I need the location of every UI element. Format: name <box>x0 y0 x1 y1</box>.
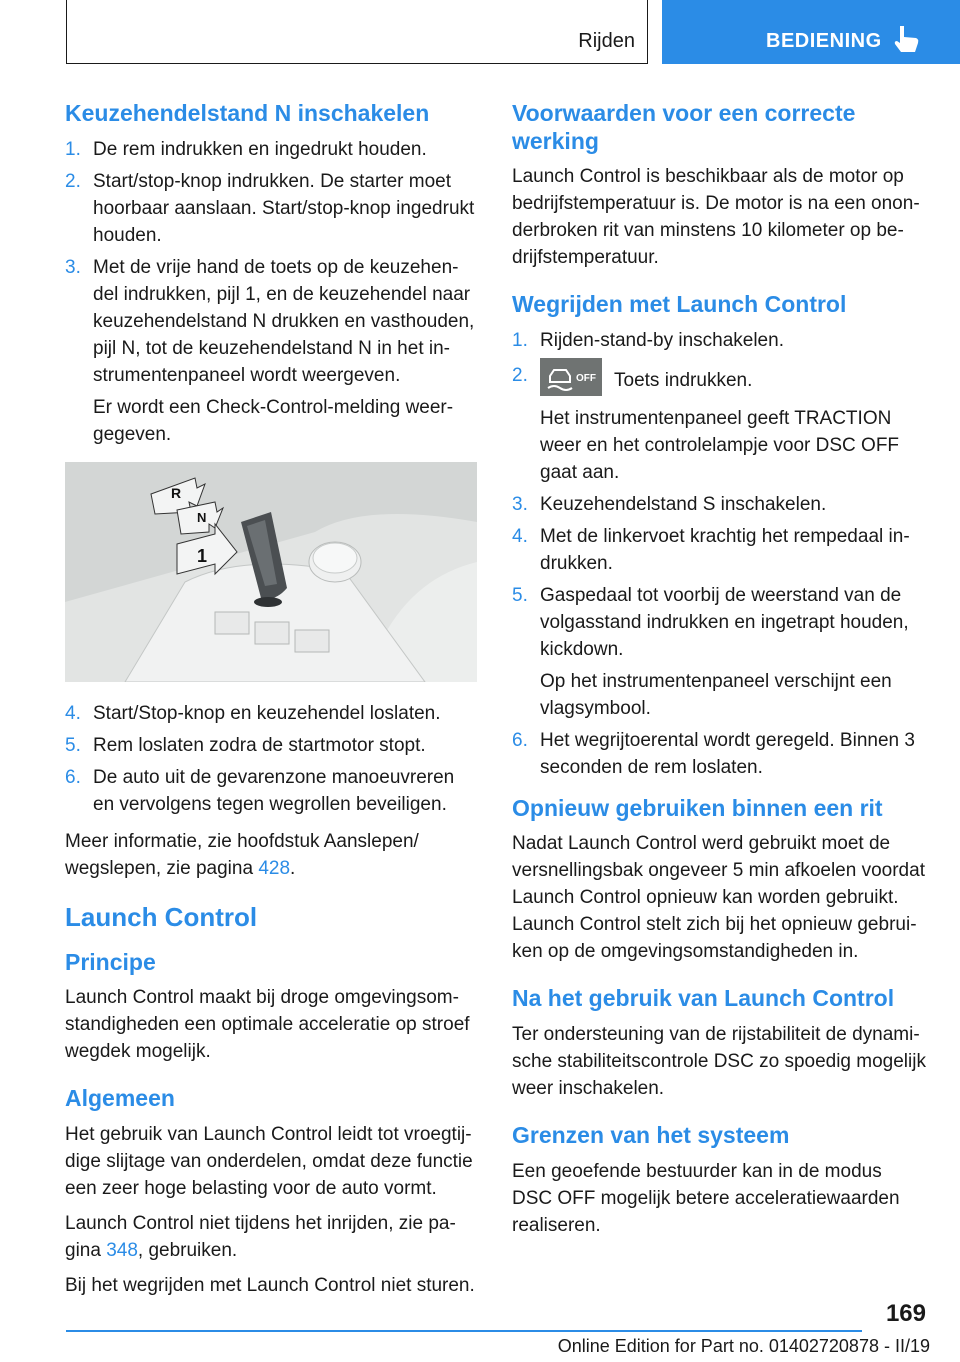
page-link-348[interactable]: 348 <box>106 1239 138 1261</box>
heading-reuse: Opnieuw gebruiken binnen een rit <box>512 794 883 821</box>
heading-principle: Principe <box>65 948 156 975</box>
page-link-428[interactable]: 428 <box>258 857 291 879</box>
general-text-3: Bij het wegrijden met Launch Control niet sturen. <box>65 1274 475 1296</box>
hand-pointer-icon <box>892 24 920 54</box>
header-section-box <box>66 0 648 64</box>
conditions-text: Launch Control is beschikbaar als de motor op bedrijfstemperatuur is. De motor is na een ononderbroken rit van minstens 10 kilometer op bedrijfstemperatuur. <box>512 166 920 269</box>
list-item: 6. De auto uit de gevarenzone manoeuvreren en vervolgens tegen wegrollen beveiligen. <box>65 766 455 815</box>
general-text: Het gebruik van Launch Control leidt tot vroegtijdige slijtage van onderdelen, omdat deze functie een zeer hoge belasting voor de auto vormt. <box>65 1123 473 1199</box>
figure-label-n: N <box>197 509 207 525</box>
principle-text: Launch Control maakt bij droge omgevingsomstandigheden een optimale acceleratie op stroef wegdek mogelijk. <box>65 987 470 1063</box>
heading-neutral: Keuzehendelstand N inschakelen <box>65 100 430 126</box>
header-chapter-label: BEDIENING <box>766 30 882 52</box>
general-text-2: Launch Control niet tijdens het inrijden, zie pagina 348, gebruiken. <box>65 1212 456 1261</box>
steps-drive-off <box>512 327 926 781</box>
limits-text: Een geoefende bestuurder kan in de modus DSC OFF mogelijk betere acceleratiewaarden realiseren. <box>512 1160 900 1236</box>
after-use-text: Ter ondersteuning van de rijstabiliteit de dynamische stabiliteitscontrole DSC zo spoedig mogelijk weer inschakelen. <box>512 1023 926 1099</box>
heading-conditions: Voorwaarden voor een correcte werking <box>512 100 856 154</box>
heading-launch-control: Launch Control <box>65 901 258 932</box>
figure-label-1: 1 <box>197 545 208 566</box>
list-item: 2. Start/stop-knop indrukken. De starter moet hoorbaar aanslaan. Start/stop-knop ingedrukt houden. <box>65 170 475 246</box>
footer-edition: Online Edition for Part no. 01402720878 - II/19 <box>557 1336 930 1356</box>
dsc-off-button-icon <box>540 358 602 396</box>
header-section-label: Rijden <box>578 30 635 52</box>
list-item: 4. Start/Stop-knop en keuzehendel loslaten. <box>65 702 441 724</box>
heading-general: Algemeen <box>65 1085 175 1112</box>
svg-text:OFF: OFF <box>576 372 596 384</box>
list-item: 1. De rem indrukken en ingedrukt houden. <box>65 138 427 160</box>
list-item: 1. Rijden-stand-by inschakelen. <box>512 329 784 351</box>
list-item: 2. OFF Toets indrukken. Het instrumentenpaneel geeft TRACTION weer en het controlelampje voor DSC OFF gaat aan. <box>512 362 926 486</box>
reuse-text: Nadat Launch Control werd gebruikt moet de versnellingsbak ongeveer 5 min afkoelen voordat Launch Control opnieuw kan worden gebruikt. Launch Control stelt zich bij het opnieuw gebruiken op de omgevingsomstandigheden in. <box>512 833 925 963</box>
page-number: 169 <box>885 1300 926 1327</box>
list-item: 5. Gaspedaal tot voorbij de weerstand van de volgasstand indrukken en ingetrapt houden, kickdown. Op het instrumentenpaneel verschijnt een vlagsymbool. <box>512 584 909 719</box>
footer-divider <box>66 1330 862 1332</box>
list-item: 3. Keuzehendelstand S inschakelen. <box>512 493 827 515</box>
list-item: 3. Met de vrije hand de toets op de keuzehendel indrukken, pijl 1, en de keuzehendel naar keuzehendelstand N drukken en vasthouden, pijl N, tot de keuzehendelstand N in het instrumentenpaneel wordt weergeven. Er wordt een Check-Control-melding weergegeven. <box>65 256 475 445</box>
heading-drive-off: Wegrijden met Launch Control <box>512 291 847 318</box>
figure-label-r: R <box>171 484 182 501</box>
steps-neutral-a <box>65 136 477 448</box>
left-column <box>65 100 477 1307</box>
gear-selector-illustration <box>65 462 477 682</box>
steps-neutral-b <box>65 700 477 818</box>
heading-after-use: Na het gebruik van Launch Control <box>512 985 895 1012</box>
list-item: 4. Met de linkervoet krachtig het rempedaal indrukken. <box>512 525 910 574</box>
list-item: 6. Het wegrijtoerental wordt geregeld. Binnen 3 seconden de rem loslaten. <box>512 729 915 778</box>
list-item: 5. Rem loslaten zodra de startmotor stopt. <box>65 734 426 756</box>
more-info-text: Meer informatie, zie hoofdstuk Aanslepen/ wegslepen, zie pagina 428. <box>65 830 419 879</box>
heading-limits: Grenzen van het systeem <box>512 1121 790 1148</box>
right-column <box>512 100 926 1247</box>
